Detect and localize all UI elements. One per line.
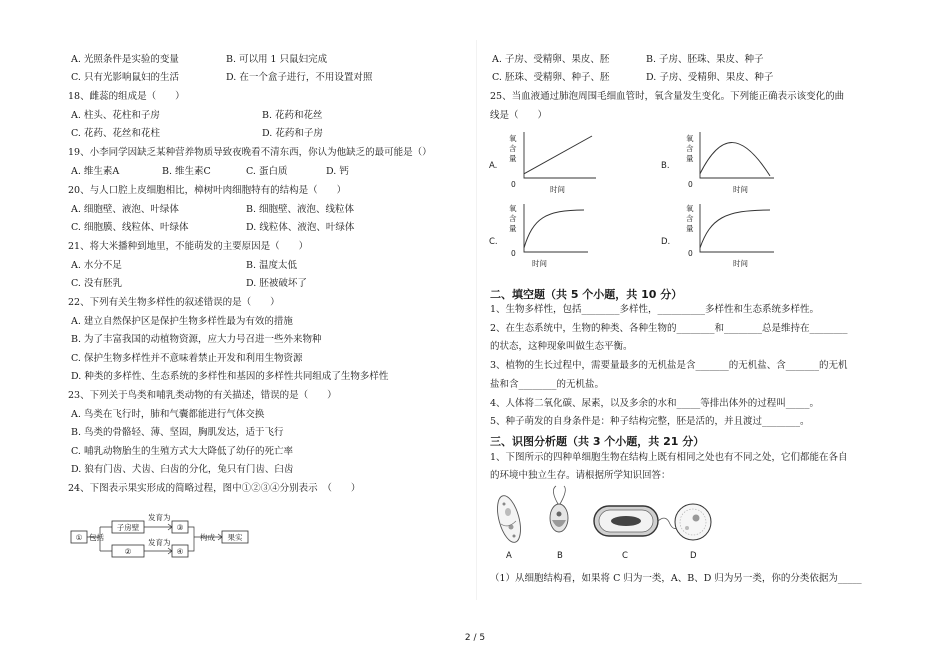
fill-q2-line2: 的状态，这种现象叫做生态平衡。 [490,341,633,352]
cell-b-label: B [557,551,563,561]
svg-text:含: 含 [509,214,517,223]
cell-d-label: D [690,551,697,561]
cell-c-label: C [622,551,628,561]
chart-c-ylabel [509,203,517,233]
svg-text:量: 量 [686,154,694,163]
chart-a-origin: 0 [511,180,516,189]
q21-stem: 21、将大米播种到地里，不能萌发的主要原因是（ ） [68,241,309,252]
q19-option-d: D. 钙 [326,166,349,177]
chart-b [660,128,790,194]
page-number: 2 / 5 [464,633,486,643]
q19-option-b: B. 维生素C [162,166,211,177]
svg-text:量: 量 [509,224,517,233]
section-2-title: 二、填空题（共 5 个小题，共 10 分） [490,288,683,301]
q24-option-d: D. 子房、受精卵、果皮、种子 [646,72,774,83]
chart-c-letter: C. [489,237,498,247]
q24-option-c: C. 胚珠、受精卵、种子、胚 [492,72,610,83]
svg-text:氧: 氧 [509,134,517,143]
chart-d-letter: D. [661,237,671,247]
svg-text:含: 含 [509,144,517,153]
fill-q1: 1、生物多样性，包括________多样性，__________多样性和生态系统多样性。 [490,304,820,315]
chart-a-curve [524,136,592,174]
chart-c-origin: 0 [511,249,516,258]
q23-option-b: B. 鸟类的骨骼轻、薄、坚固，胸肌发达，适于飞行 [71,427,284,438]
q24-option-a: A. 子房、受精卵、果皮、胚 [492,54,610,65]
chart-d-axes [700,204,774,252]
q22-option-a: A. 建立自然保护区是保护生物多样性最为有效的措施 [71,316,293,327]
q23-stem: 23、下列关于鸟类和哺乳类动物的有关描述，错误的是（ ） [68,390,337,401]
chart-a-letter: A. [489,161,498,171]
figure-q1-line1: 1、下图所示的四种单细胞生物在结构上既有相同之处也有不同之处，它们都能在各自 [490,452,848,463]
svg-text:量: 量 [509,154,517,163]
q23-option-c: C. 哺乳动物胎生的生殖方式大大降低了幼仔的死亡率 [71,446,293,457]
q17-option-b: B. 可以用 1 只鼠妇完成 [226,54,328,65]
q21-option-a: A. 水分不足 [71,260,122,271]
q21-option-c: C. 没有胚乳 [71,278,122,289]
label-include: 包括 [89,533,104,542]
label-3: ③ [176,523,184,532]
q17-option-a: A. 光照条件是实验的变量 [71,54,179,65]
label-fruit: 果实 [227,533,243,542]
chart-a-axes [524,132,596,178]
q24-stem: 24、下图表示果实形成的简略过程，图中①②③④分别表示 （ ） [68,483,361,494]
chart-c [488,200,618,270]
figure-q1-line2: 的环境中独立生存。请根据所学知识回答： [490,470,671,481]
q18-stem: 18、雌蕊的组成是（ ） [68,91,185,102]
q19-option-c: C. 蛋白质 [246,166,288,177]
q20-stem: 20、与人口腔上皮细胞相比，樟树叶肉细胞特有的结构是（ ） [68,185,347,196]
chart-a-ylabel [509,133,517,163]
svg-text:氧: 氧 [686,204,694,213]
chart-b-curve [700,143,770,176]
fill-q2-line1: 2、在生态系统中，生物的种类、各种生物的________和________总是维持在________ [490,323,848,334]
q23-option-d: D. 狼有门齿、犬齿、臼齿的分化，兔只有门齿、臼齿 [71,464,294,475]
fruit-formation-diagram [70,497,270,559]
fill-q5: 5、种子萌发的自身条件是：种子结构完整，胚是活的，并且渡过________。 [490,416,810,427]
fill-q4: 4、人体将二氧化碳、尿素，以及多余的水和_____等排出体外的过程叫_____。 [490,398,820,409]
label-form: 构成 [200,533,215,542]
section-3-title: 三、识图分析题（共 3 个小题，共 21 分） [490,435,705,448]
cell-c [594,506,680,536]
label-develop-2: 发育为 [148,538,171,547]
figure-q1-sub1: （1）从细胞结构看，如果将 C 归为一类，A、B、D 归为另一类，你的分类依据为_____ [490,573,862,584]
q17-option-c: C. 只有光影响鼠妇的生活 [71,72,179,83]
q24-option-b: B. 子房、胚珠、果皮、种子 [646,54,764,65]
chart-b-origin: 0 [688,180,693,189]
cell-d [675,504,711,540]
chart-b-xlabel: 时间 [733,185,748,194]
q19-option-a: A. 维生素A [71,166,120,177]
chart-a-xlabel: 时间 [550,185,565,194]
chart-d-origin: 0 [688,249,693,258]
q22-stem: 22、下列有关生物多样性的叙述错误的是（ ） [68,297,280,308]
chart-d-ylabel [686,203,694,233]
cell-b [550,486,568,532]
q22-option-b: B. 为了丰富我国的动植物资源，应大力号召进一些外来物种 [71,334,322,345]
chart-d-curve [700,210,770,248]
svg-text:氧: 氧 [509,204,517,213]
q20-option-b: B. 细胞壁、液泡、线粒体 [246,204,355,215]
fill-q3-line2: 盐和含________的无机盐。 [490,379,605,390]
chart-c-curve [524,210,584,248]
q22-option-c: C. 保护生物多样性并不意味着禁止开发和利用生物资源 [71,353,303,364]
svg-text:含: 含 [686,144,694,153]
chart-b-letter: B. [661,161,670,171]
q23-option-a: A. 鸟类在飞行时，肺和气囊都能进行气体交换 [71,409,265,420]
q21-option-b: B. 温度太低 [246,260,298,271]
q25-stem-line2: 线是（ ） [490,110,548,121]
label-1: ① [75,533,83,542]
q20-option-c: C. 细胞膜、线粒体、叶绿体 [71,222,189,233]
q22-option-d: D. 种类的多样性、生态系统的多样性和基因的多样性共同组成了生物多样性 [71,371,389,382]
label-4: ④ [176,547,184,556]
chart-c-xlabel: 时间 [532,259,547,268]
q18-option-c: C. 花药、花丝和花柱 [71,128,160,139]
label-2: ② [124,547,132,556]
single-cell-organisms-figure [488,484,718,564]
chart-a [488,128,618,194]
chart-d-xlabel: 时间 [733,259,748,268]
cell-a [493,493,525,545]
svg-text:含: 含 [686,214,694,223]
q17-option-d: D. 在一个盒子进行，不用设置对照 [226,72,373,83]
chart-c-axes [524,204,588,252]
q18-option-b: B. 花药和花丝 [262,110,323,121]
q18-option-a: A. 柱头、花柱和子房 [71,110,160,121]
chart-b-ylabel [686,133,694,163]
cell-a-label: A [506,551,512,561]
q21-option-d: D. 胚被破坏了 [246,278,307,289]
label-ovary-wall: 子房壁 [116,523,140,532]
chart-d [660,200,790,270]
label-develop-1: 发育为 [148,513,171,522]
column-divider [476,40,477,600]
q19-stem: 19、小李同学因缺乏某种营养物质导致夜晚看不清东西，你认为他缺乏的最可能是（） [68,147,432,158]
q20-option-a: A. 细胞壁、液泡、叶绿体 [71,204,179,215]
q18-option-d: D. 花药和子房 [262,128,323,139]
svg-text:量: 量 [686,224,694,233]
svg-text:氧: 氧 [686,134,694,143]
q25-stem-line1: 25、当血液通过肺泡周围毛细血管时，氧含量发生变化。下列能正确表示该变化的曲 [490,91,845,102]
fill-q3-line1: 3、植物的生长过程中，需要量最多的无机盐是含_______的无机盐、含_______的无机 [490,360,848,371]
q20-option-d: D. 线粒体、液泡、叶绿体 [246,222,355,233]
